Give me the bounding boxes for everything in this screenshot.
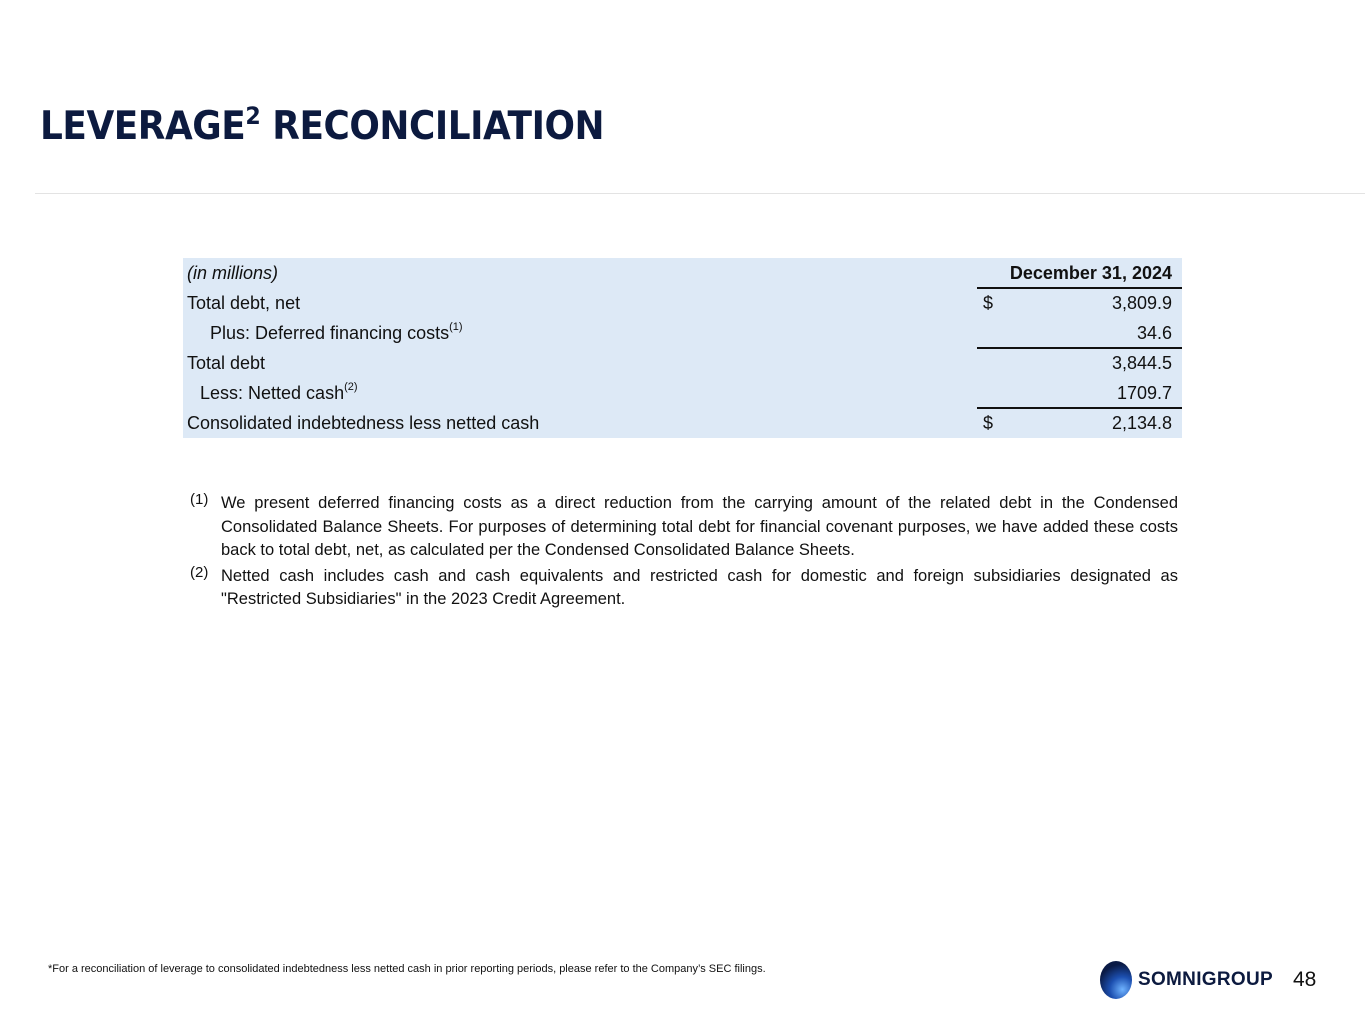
table-header: [183, 258, 1182, 288]
row-label: Total debt: [187, 353, 266, 373]
company-logo: [1100, 961, 1273, 999]
footnote: [190, 492, 1178, 563]
footnotes: [190, 492, 1178, 614]
footnote-number: (2): [190, 563, 209, 581]
row-label: Consolidated indebtedness less netted cash: [187, 413, 540, 433]
table-row: [183, 288, 1182, 318]
page-title: [40, 104, 604, 149]
page-number: 48: [1293, 968, 1317, 991]
table-row: [183, 318, 1182, 348]
footnote: [190, 565, 1178, 612]
units-label: (in millions): [187, 263, 279, 283]
dollar-sign: $: [983, 413, 994, 433]
footnote-number: (1): [190, 491, 209, 508]
table-row: [183, 378, 1182, 408]
title-superscript: 2: [245, 102, 261, 130]
row-value: 34.6: [1136, 323, 1172, 343]
row-value: 1709.7: [1116, 383, 1172, 403]
footer-note: *For a reconciliation of leverage to consolidated indebtedness less netted cash in prior reporting periods, please refer to the Company’s SEC filings.: [48, 963, 766, 975]
title-divider: [35, 193, 1365, 194]
row-label: Total debt, net: [187, 293, 301, 313]
row-value: 3,809.9: [1111, 293, 1172, 313]
title-main: LEVERAGE: [40, 104, 246, 149]
logo-mark-icon: [1100, 961, 1132, 999]
row-label: Less: Netted cash$^{(2)}$: [200, 381, 358, 403]
footnote-text: We present deferred financing costs as a direct reduction from the carrying amount of the related debt in the Condensed Consolidated Balance Sheets. For purposes of determining total debt for financial covenant purposes, we have added these costs back to total debt, net, as calculated per the Condensed Consolidated Balance Sheets.: [221, 494, 1178, 559]
table-row: [183, 348, 1182, 378]
dollar-sign: $: [983, 293, 994, 313]
column-header: December 31, 2024: [1009, 263, 1172, 283]
footnote-text: Netted cash includes cash and cash equivalents and restricted cash for domestic and foreign subsidiaries designated as "Restricted Subsidiaries" in the 2023 Credit Agreement.: [221, 566, 1178, 608]
table-row: [183, 408, 1182, 438]
row-value: 3,844.5: [1111, 353, 1172, 373]
reconciliation-table: [183, 258, 1182, 438]
row-value: 2,134.8: [1111, 413, 1172, 433]
brand-name: SOMNIGROUP: [1138, 969, 1273, 990]
title-rest: RECONCILIATION: [260, 104, 605, 149]
row-label: Plus: Deferred financing costs$^{(1)}$: [210, 321, 463, 343]
